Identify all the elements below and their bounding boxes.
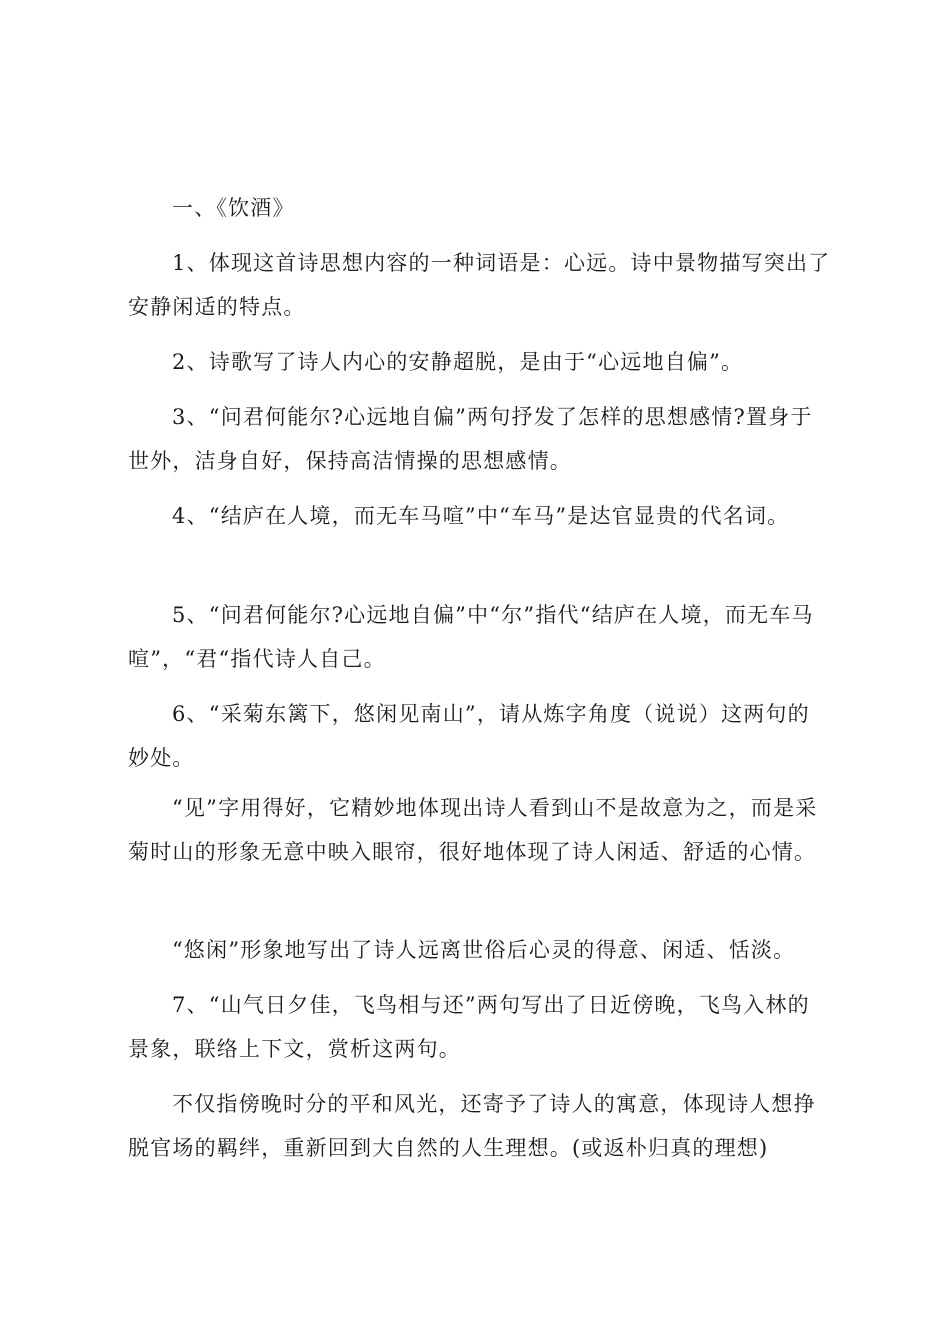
paragraph-answer-3: 不仅指傍晚时分的平和风光，还寄予了诗人的寓意，体现诗人想挣脱官场的羁绊，重新回到大自然的人生理想。(或返朴归真的理想) — [128, 1092, 816, 1160]
paragraph-4: 4、“结庐在人境，而无车马喧”中“车马”是达官显贵的代名词。 — [172, 504, 790, 528]
paragraph-6: 6、“采菊东篱下，悠闲见南山”，请从炼字角度（说说）这两句的妙处。 — [128, 702, 810, 770]
paragraph-answer-2: “悠闲”形象地写出了诗人远离世俗后心灵的得意、闲适、恬淡。 — [172, 938, 796, 962]
paragraph-answer-1: “见”字用得好，它精妙地体现出诗人看到山不是故意为之，而是采菊时山的形象无意中映入眼帘，很好地体现了诗人闲适、舒适的心情。 — [128, 796, 818, 864]
paragraph-1: 1、体现这首诗思想内容的一种词语是：心远。诗中景物描写突出了安静闲适的特点。 — [128, 251, 831, 319]
paragraph-2: 2、诗歌写了诗人内心的安静超脱，是由于“心远地自偏”。 — [172, 350, 744, 374]
section-heading: 一、《饮酒》 — [172, 196, 295, 220]
paragraph-7: 7、“山气日夕佳，飞鸟相与还”两句写出了日近傍晚，飞鸟入林的景象，联络上下文，赏析这两句。 — [128, 993, 810, 1061]
paragraph-5: 5、“问君何能尔?心远地自偏”中“尔”指代“结庐在人境，而无车马喧”，“君“指代诗人自己。 — [128, 603, 814, 671]
paragraph-3: 3、“问君何能尔?心远地自偏”两句抒发了怎样的思想感情?置身于世外，洁身自好，保持高洁情操的思想感情。 — [128, 405, 813, 473]
